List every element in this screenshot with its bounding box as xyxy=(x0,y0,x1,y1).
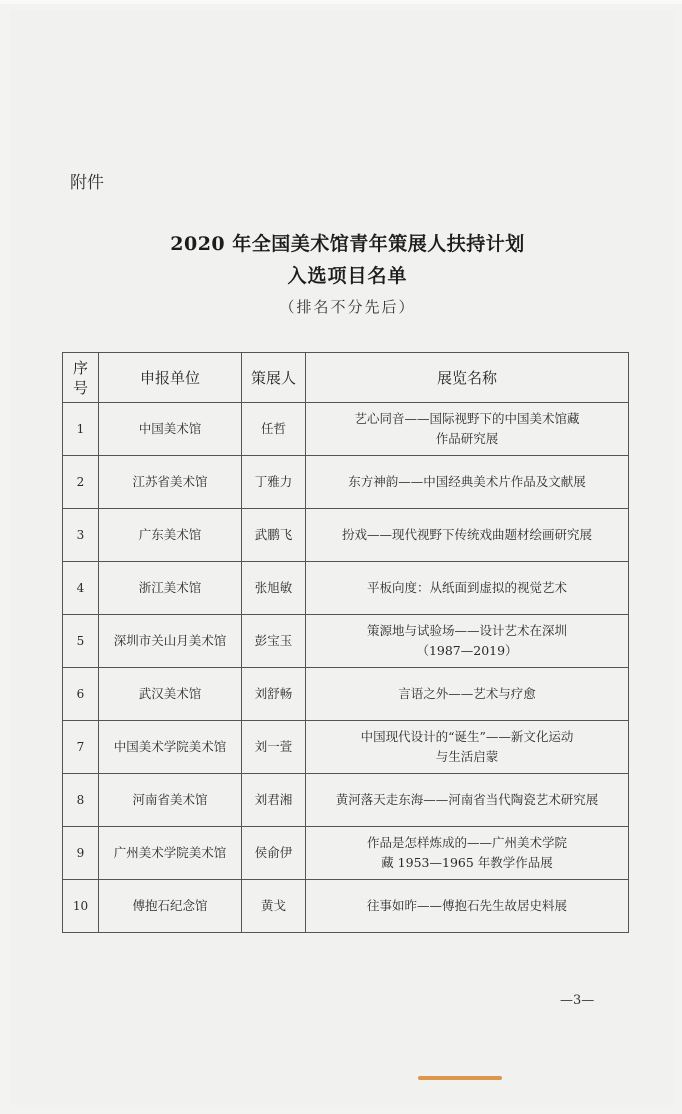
row-exhibition xyxy=(306,880,629,933)
exhibition-line: 东方神韵——中国经典美术片作品及文献展 xyxy=(348,474,586,489)
row-no: 2 xyxy=(63,456,99,509)
table-row xyxy=(63,827,629,880)
selection-table xyxy=(62,352,629,933)
row-unit: 河南省美术馆 xyxy=(99,774,242,827)
row-no: 5 xyxy=(63,615,99,668)
exhibition-line: 中国现代设计的“诞生”——新文化运动 xyxy=(360,729,574,744)
row-unit: 广州美术学院美术馆 xyxy=(99,827,242,880)
row-no: 8 xyxy=(63,774,99,827)
table-row xyxy=(63,721,629,774)
table-row xyxy=(63,562,629,615)
row-unit: 傅抱石纪念馆 xyxy=(99,880,242,933)
row-curator: 黄戈 xyxy=(242,880,306,933)
table-row xyxy=(63,456,629,509)
document-subtitle: （排名不分先后） xyxy=(279,298,416,316)
row-no: 6 xyxy=(63,668,99,721)
row-curator: 刘一萱 xyxy=(242,721,306,774)
table-row xyxy=(63,668,629,721)
table-row xyxy=(63,774,629,827)
row-exhibition xyxy=(306,403,629,456)
document-title-line2: 入选项目名单 xyxy=(287,265,408,287)
row-curator: 侯俞伊 xyxy=(242,827,306,880)
header-curator: 策展人 xyxy=(242,353,306,403)
attachment-label: 附件 xyxy=(70,173,104,193)
table-row xyxy=(63,403,629,456)
row-no: 9 xyxy=(63,827,99,880)
exhibition-line: 扮戏——现代视野下传统戏曲题材绘画研究展 xyxy=(341,527,592,542)
row-no: 4 xyxy=(63,562,99,615)
exhibition-line: 艺心同音——国际视野下的中国美术馆藏 xyxy=(354,411,580,426)
row-exhibition xyxy=(306,456,629,509)
row-unit: 深圳市关山月美术馆 xyxy=(99,615,242,668)
row-no: 7 xyxy=(63,721,99,774)
exhibition-line: 作品是怎样炼成的——广州美术学院 xyxy=(366,835,567,850)
table-row xyxy=(63,615,629,668)
exhibition-line: 与生活启蒙 xyxy=(435,749,499,764)
row-unit: 中国美术馆 xyxy=(99,403,242,456)
header-unit: 申报单位 xyxy=(99,353,242,403)
row-unit: 武汉美术馆 xyxy=(99,668,242,721)
exhibition-line: 言语之外——艺术与疗愈 xyxy=(398,686,536,701)
row-curator: 张旭敏 xyxy=(242,562,306,615)
exhibition-line: 往事如昨——傅抱石先生故居史料展 xyxy=(366,898,567,913)
table-row xyxy=(63,509,629,562)
page-number: —3— xyxy=(560,993,595,1008)
exhibition-line: 藏 1953—1965 年教学作品展 xyxy=(381,855,553,870)
exhibition-line: （1987—2019） xyxy=(416,643,518,658)
header-no: 序号 xyxy=(63,353,99,403)
row-unit: 中国美术学院美术馆 xyxy=(99,721,242,774)
row-no: 3 xyxy=(63,509,99,562)
bottom-edge-mark xyxy=(418,1076,502,1080)
exhibition-line: 作品研究展 xyxy=(435,431,499,446)
table-header-row xyxy=(63,353,629,403)
row-exhibition xyxy=(306,615,629,668)
exhibition-line: 黄河落天走东海——河南省当代陶瓷艺术研究展 xyxy=(335,792,599,807)
row-curator: 任哲 xyxy=(242,403,306,456)
document-title: 2020 年全国美术馆青年策展人扶持计划 xyxy=(170,233,525,255)
row-curator: 刘舒畅 xyxy=(242,668,306,721)
row-unit: 江苏省美术馆 xyxy=(99,456,242,509)
row-exhibition xyxy=(306,774,629,827)
row-unit: 浙江美术馆 xyxy=(99,562,242,615)
header-exhibition: 展览名称 xyxy=(306,353,629,403)
row-exhibition xyxy=(306,562,629,615)
row-curator: 丁雅力 xyxy=(242,456,306,509)
row-unit: 广东美术馆 xyxy=(99,509,242,562)
row-exhibition xyxy=(306,668,629,721)
row-exhibition xyxy=(306,827,629,880)
row-no: 1 xyxy=(63,403,99,456)
row-exhibition xyxy=(306,509,629,562)
top-bar xyxy=(0,0,682,4)
row-no: 10 xyxy=(63,880,99,933)
table-row xyxy=(63,880,629,933)
row-curator: 刘君湘 xyxy=(242,774,306,827)
row-curator: 彭宝玉 xyxy=(242,615,306,668)
row-exhibition xyxy=(306,721,629,774)
exhibition-line: 平板向度：从纸面到虚拟的视觉艺术 xyxy=(366,580,567,595)
exhibition-line: 策源地与试验场——设计艺术在深圳 xyxy=(366,623,567,638)
row-curator: 武鹏飞 xyxy=(242,509,306,562)
